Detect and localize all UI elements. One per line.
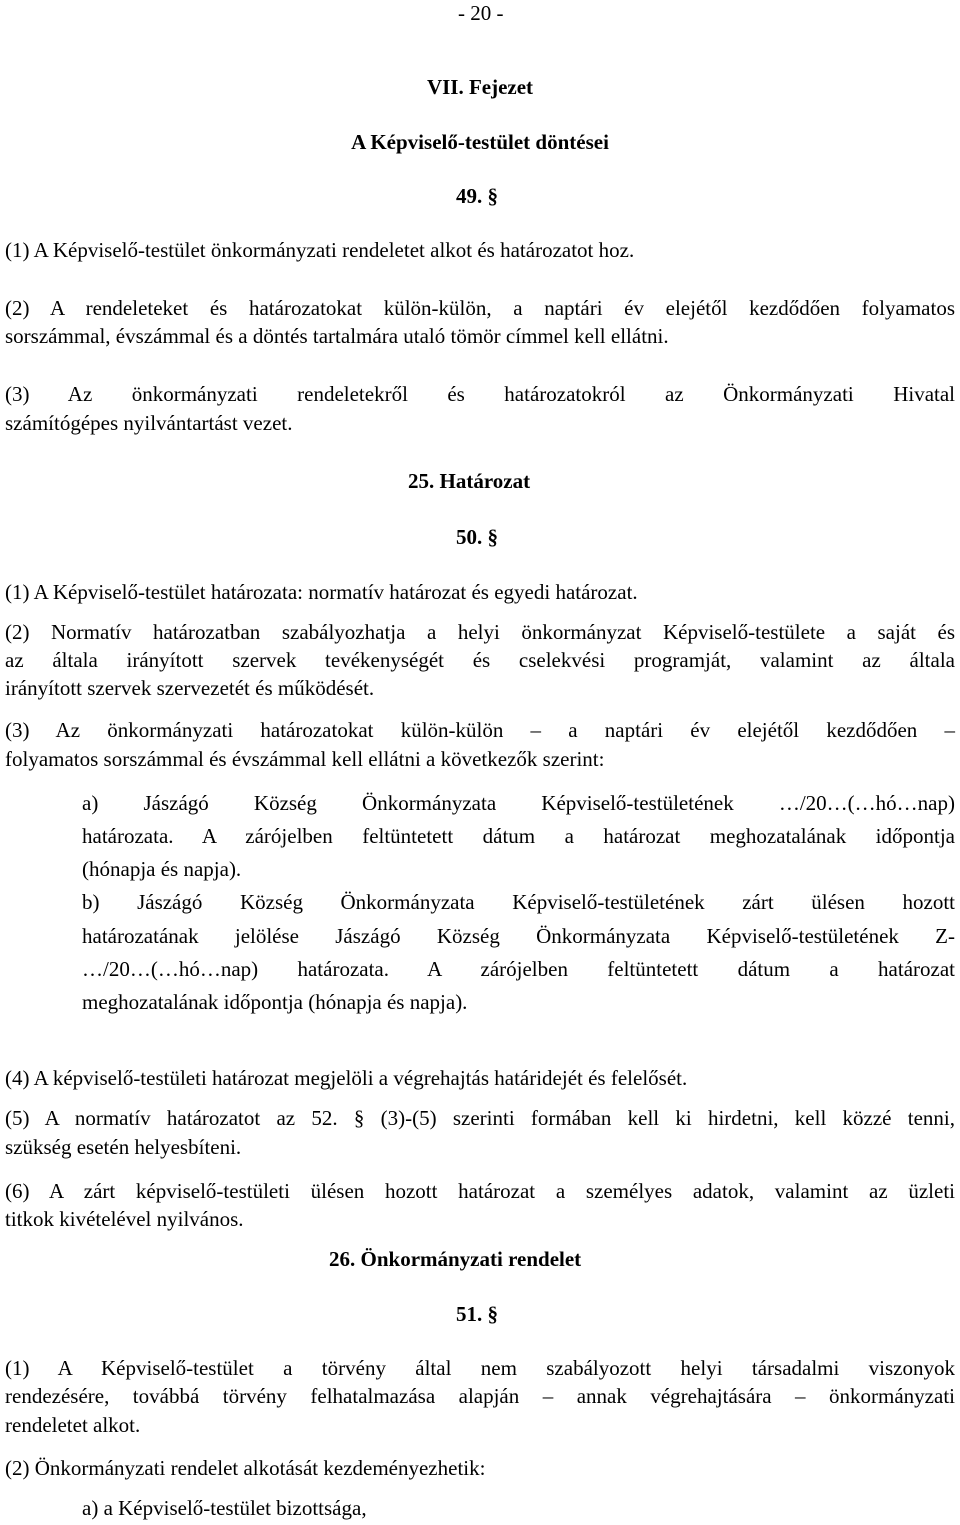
section-50-heading: 50. §: [456, 525, 498, 549]
s50-paragraph-1: (1) A Képviselő-testület határozata: normatív határozat és egyedi határozat.: [5, 580, 638, 604]
section-49-heading: 49. §: [456, 184, 498, 208]
s49-paragraph-1: (1) A Képviselő-testület önkormányzati rendeletet alkot és határozatot hoz.: [5, 238, 635, 262]
s50-paragraph-6-line-2: titkok kivételével nyilvános.: [5, 1207, 244, 1231]
s50-paragraph-3-line-2: folyamatos sorszámmal és évszámmal kell ellátni a következők szerint:: [5, 747, 605, 771]
section-51-heading: 51. §: [456, 1302, 498, 1326]
s49-paragraph-3-line-2: számítógépes nyilvántartást vezet.: [5, 411, 293, 435]
chapter-number: VII. Fejezet: [426, 75, 534, 99]
s51-item-a: a) a Képviselő-testület bizottsága,: [82, 1496, 367, 1520]
heading-25-hatarozat: 25. Határozat: [408, 469, 531, 493]
s50-paragraph-5-line-1: (5) A normatív határozatot az 52. § (3)-(5) szerinti formában kell ki hirdetni, kell közzé tenni,: [5, 1106, 955, 1130]
s50-paragraph-2-line-2: az általa irányított szervek tevékenységét és cselekvési programját, valamint az általa: [5, 648, 955, 672]
s50-item-a-line-3: (hónapja és napja).: [82, 857, 242, 881]
s51-paragraph-2: (2) Önkormányzati rendelet alkotását kezdeményezhetik:: [5, 1456, 486, 1480]
s51-paragraph-1-line-3: rendeletet alkot.: [5, 1413, 141, 1437]
s50-paragraph-4: (4) A képviselő-testületi határozat megjelöli a végrehajtás határidejét és felelősét.: [5, 1066, 688, 1090]
s50-paragraph-5-line-2: szükség esetén helyesbíteni.: [5, 1135, 242, 1159]
s51-paragraph-1-line-2: rendezésére, továbbá törvény felhatalmazása alapján – annak végrehajtására – önkormányzati: [5, 1384, 955, 1408]
s50-paragraph-3-line-1: (3) Az önkormányzati határozatokat külön-külön – a naptári év elejétől kezdődően –: [5, 718, 955, 742]
s50-item-b-line-1: b) Jászágó Község Önkormányzata Képviselő-testületének zárt ülésen hozott: [82, 890, 955, 914]
s49-paragraph-3-line-1: (3) Az önkormányzati rendeletekről és határozatokról az Önkormányzati Hivatal: [5, 382, 955, 406]
s50-item-b-line-2: határozatának jelölése Jászágó Község Önkormányzata Képviselő-testületének Z-: [82, 924, 955, 948]
heading-26-onkormanyzati-rendelet: 26. Önkormányzati rendelet: [329, 1247, 582, 1271]
s49-paragraph-2-line-2: sorszámmal, évszámmal és a döntés tartalmára utaló tömör címmel kell ellátni.: [5, 324, 669, 348]
page-number: - 20 -: [458, 1, 504, 25]
s50-item-b-line-3: …/20…(…hó…nap) határozata. A zárójelben feltüntetett dátum a határozat: [82, 957, 955, 981]
s50-paragraph-2-line-1: (2) Normatív határozatban szabályozhatja a helyi önkormányzat Képviselő-testülete a saját és: [5, 620, 955, 644]
s50-item-a-line-2: határozata. A zárójelben feltüntetett dátum a határozat meghozatalának időpontja: [82, 824, 955, 848]
s50-item-a-line-1: a) Jászágó Község Önkormányzata Képviselő-testületének …/20…(…hó…nap): [82, 791, 955, 815]
s51-paragraph-1-line-1: (1) A Képviselő-testület a törvény által nem szabályozott helyi társadalmi viszonyok: [5, 1356, 955, 1380]
chapter-title: A Képviselő-testület döntései: [351, 130, 609, 154]
s50-item-b-line-4: meghozatalának időpontja (hónapja és napja).: [82, 990, 468, 1014]
s50-paragraph-6-line-1: (6) A zárt képviselő-testületi ülésen hozott határozat a személyes adatok, valamint az üzleti: [5, 1179, 955, 1203]
s49-paragraph-2-line-1: (2) A rendeleteket és határozatokat külön-külön, a naptári év elejétől kezdődően folyamatos: [5, 296, 955, 320]
s50-paragraph-2-line-3: irányított szervek szervezetét és működését.: [5, 676, 375, 700]
